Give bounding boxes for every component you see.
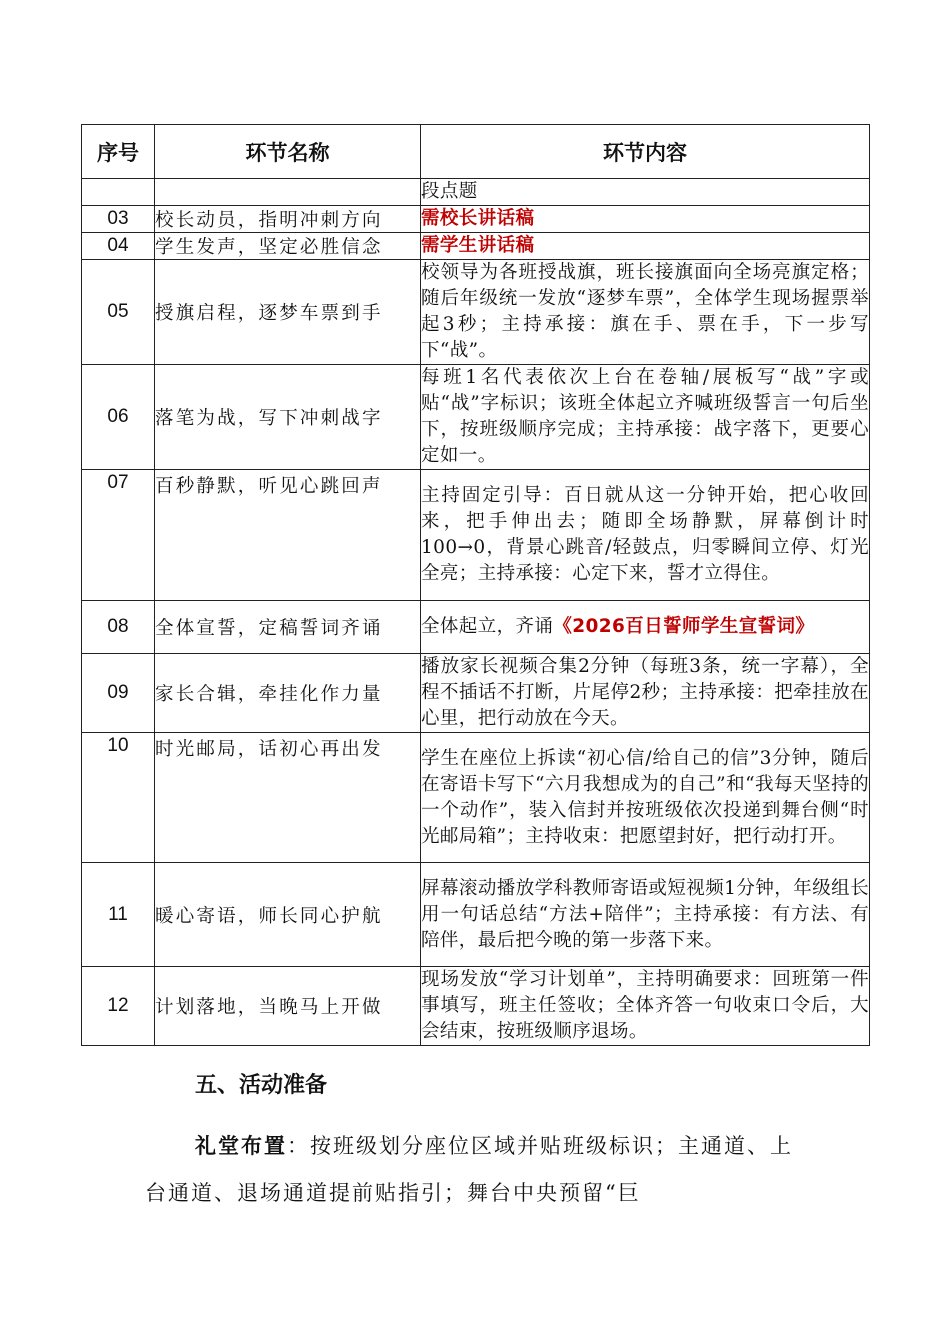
red-note: 《2026百日誓师学生宣誓词》 [553,616,815,637]
table-row [82,179,870,206]
table-row [82,863,870,967]
section-paragraph [145,1122,810,1217]
row-num: 11 [82,863,155,967]
row-content: 段点题 [421,179,870,206]
row-content [421,206,870,233]
header-name: 环节名称 [155,125,421,179]
row-num: 03 [82,206,155,233]
row-content [421,233,870,260]
row-content: 学生在座位上拆读“初心信/给自己的信”3分钟，随后在寄语卡写下“六月我想成为的自己”和“我每天坚持的一个动作”，装入信封并按班级依次投递到舞台侧“时光邮局箱”；主持收束：把愿望封好，把行动打开。 [421,733,870,863]
row-num: 12 [82,967,155,1046]
row-name: 学生发声，坚定必胜信念 [155,233,421,260]
table-row [82,233,870,260]
agenda-table [81,124,870,1046]
row-content: 播放家长视频合集2分钟（每班3条，统一字幕），全程不插话不打断，片尾停2秒；主持承接：把牵挂放在心里，把行动放在今天。 [421,654,870,733]
row-name: 暖心寄语，师长同心护航 [155,863,421,967]
table-row [82,470,870,601]
table-row [82,733,870,863]
paragraph-lead: 礼堂布置 [195,1133,287,1158]
table-row [82,206,870,233]
row-content: 校领导为各班授战旗，班长接旗面向全场亮旗定格；随后年级统一发放“逐梦车票”，全体学生现场握票举起3秒；主持承接：旗在手、票在手，下一步写下“战”。 [421,260,870,365]
row-num: 08 [82,601,155,654]
table-row [82,654,870,733]
red-note: 需学生讲话稿 [421,235,535,256]
header-content: 环节内容 [421,125,870,179]
table-row [82,365,870,470]
table-row [82,260,870,365]
row-name: 授旗启程，逐梦车票到手 [155,260,421,365]
table-header-row [82,125,870,179]
row-num: 05 [82,260,155,365]
row-num [82,179,155,206]
row-name [155,179,421,206]
row-name: 全体宣誓，定稿誓词齐诵 [155,601,421,654]
row-name: 计划落地，当晚马上开做 [155,967,421,1046]
row-content: 屏幕滚动播放学科教师寄语或短视频1分钟，年级组长用一句话总结“方法+陪伴”；主持承接：有方法、有陪伴，最后把今晚的第一步落下来。 [421,863,870,967]
row-num: 09 [82,654,155,733]
paragraph-text: ：按班级划分座位区域并贴班级标识；主通道、上台通道、退场通道提前贴指引；舞台中央预留“巨 [145,1134,793,1205]
row-name: 家长合辑，牵挂化作力量 [155,654,421,733]
row-num: 10 [82,733,155,863]
table-row [82,601,870,654]
row-num: 07 [82,470,155,601]
row-content: 主持固定引导：百日就从这一分钟开始，把心收回来，把手伸出去；随即全场静默，屏幕倒计时100→0，背景心跳音/轻鼓点，归零瞬间立停、灯光全亮；主持承接：心定下来，誓才立得住。 [421,470,870,601]
red-note: 需校长讲话稿 [421,208,535,229]
header-num: 序号 [82,125,155,179]
row-content: 每班1名代表依次上台在卷轴/展板写“战”字或贴“战”字标识；该班全体起立齐喊班级誓言一句后坐下，按班级顺序完成；主持承接：战字落下，更要心定如一。 [421,365,870,470]
row-name: 落笔为战，写下冲刺战字 [155,365,421,470]
content-text: 全体起立，齐诵 [421,616,554,637]
row-content [421,601,870,654]
row-num: 04 [82,233,155,260]
row-content: 现场发放“学习计划单”，主持明确要求：回班第一件事填写，班主任签收；全体齐答一句收束口令后，大会结束，按班级顺序退场。 [421,967,870,1046]
row-name: 时光邮局，话初心再出发 [155,733,421,863]
section-title: 五、活动准备 [195,1073,328,1098]
table-row [82,967,870,1046]
row-num: 06 [82,365,155,470]
row-name: 百秒静默，听见心跳回声 [155,470,421,601]
row-name: 校长动员，指明冲刺方向 [155,206,421,233]
